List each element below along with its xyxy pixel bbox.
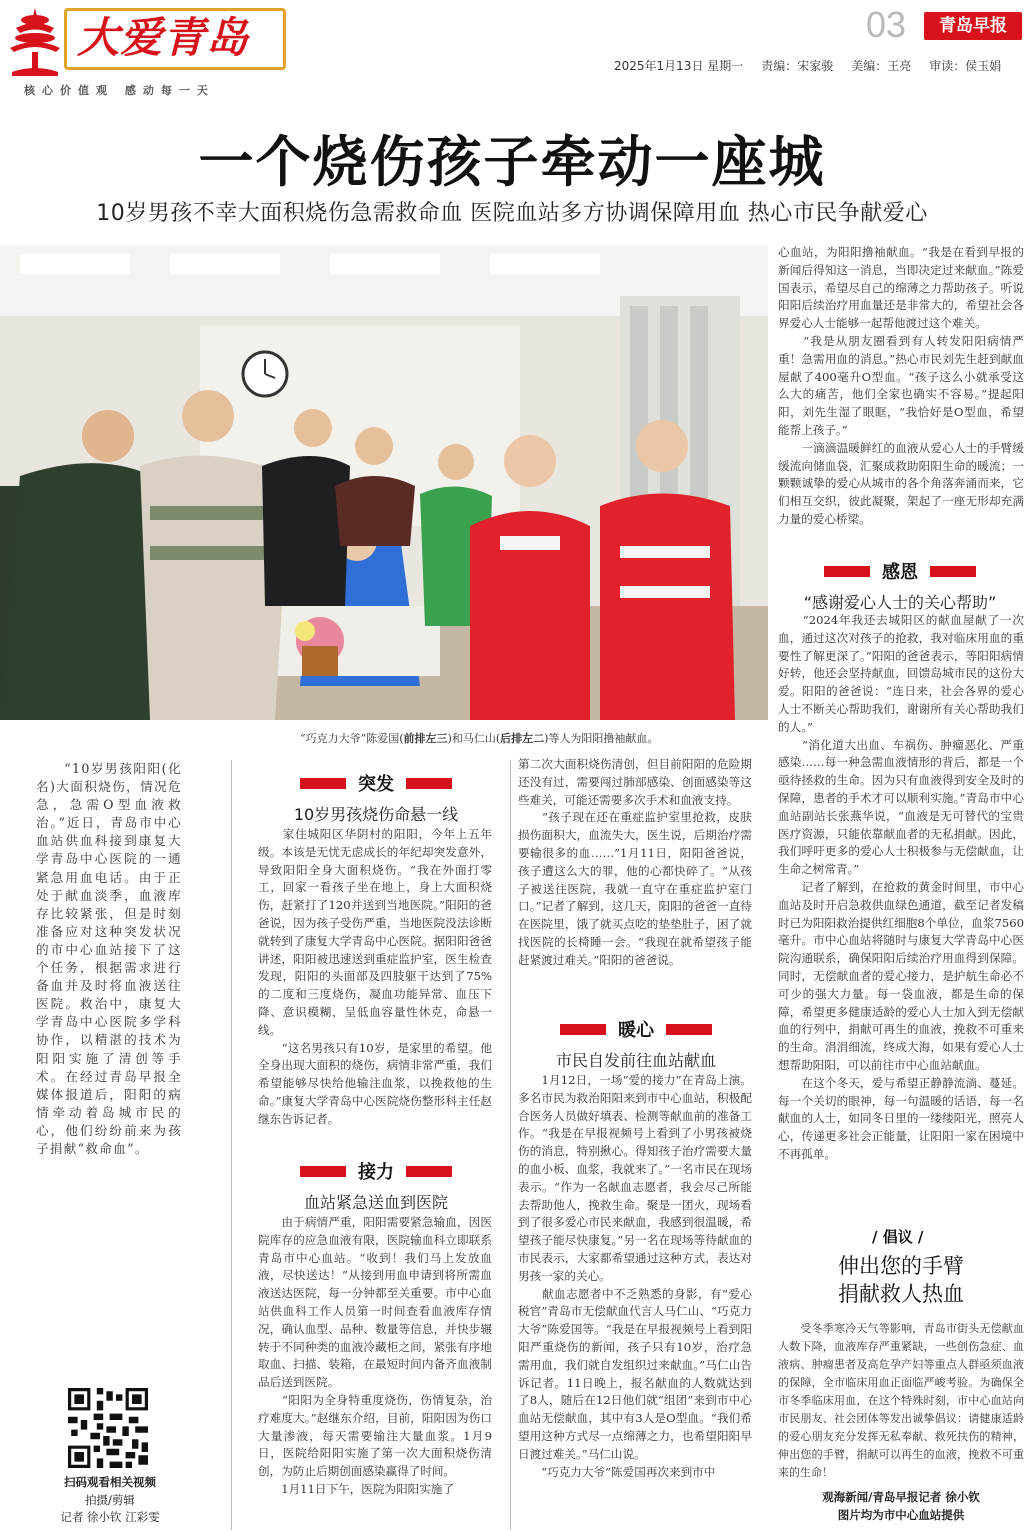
slogan: 核心价值观 感动每一天	[24, 84, 215, 97]
designer-credit: 美编：王亮	[851, 59, 912, 73]
reporter-credit	[778, 1488, 1024, 1524]
qr-code	[68, 1388, 148, 1468]
section-subtitle: 血站紧急送血到医院	[303, 1193, 448, 1212]
article-continued: 心血站，为阳阳撸袖献血。“我是在看到早报的新闻后得知这一消息，当即决定过来献血。”陈爱国表示，希望尽自己的绵薄之力帮助孩子。听说阳阳后续治疗用血量还是非常大的，希望社会各界爱心人士能够一起帮他渡过这个难关。 “我是从朋友圈看到有人转发阳阳病情严重！急需用血的消息。”热心市民刘先生赶到献血屋献了400毫升O型血。“孩子这么小就承受这么大的痛苦，他们全家也确实不容易。”提起阳阳，刘先生湿了眼眶，“我恰好是O型血，希望能帮上孩子。” 一滴滴温暖鲜红的血液从爱心人士的手臂缓缓流向储血袋，汇聚成救助阳阳生命的暖流；一颗颗诚挚的爱心从城市的各个角落奔涌而来，它们相互交织，彼此凝聚，架起了一座无形却充满力量的爱心桥梁。	[778, 245, 1024, 526]
initiative-title-line-2: 捐献救人热血	[838, 1282, 964, 1306]
red-bar	[824, 566, 870, 577]
red-bar	[300, 1166, 346, 1177]
caption-part-2: 前排左三	[403, 732, 448, 745]
red-bar	[666, 1024, 712, 1035]
red-bar	[930, 566, 976, 577]
qr-caption	[30, 1474, 190, 1527]
caption-part-3: )和马仁山(	[447, 732, 501, 745]
relay-continued: 第二次大面积烧伤清创，但目前阳阳的危险期还没有过，需要闯过肺部感染、创面感染等这些难关，可能还需要多次手术和血液支持。 “孩子现在还在重症监护室里抢救，皮肤损伤面积大，血流失大，医生说，后期治疗需要输很多的血……”1月11日，阳阳爸爸说，孩子遭这么大的罪，他的心都快碎了。“从孩子被送往医院，我就一直守在重症监护室门口。”记者了解到，这几天，阳阳的爸爸一直待在医院里，饿了就买点吃的垫垫肚子，困了就找医院的长椅睡一会。“我现在就希望孩子能赶紧渡过难关。”阳阳的爸爸说。	[518, 757, 752, 967]
initiative-title	[778, 1252, 1024, 1308]
lead-paragraph: “10岁男孩阳阳(化名)大面积烧伤，情况危急，急需O型血液救治。”近日，青岛市中心血站供血科接到康复大学青岛中心医院的一通紧急用血电话。由于正处于献血淡季，血液库存比较紧张，但是时刻准备应对这种突发状况的市中心血站接下了这个任务，根据需求进行备血并及时将血液送往医院。救治中，康复大学青岛中心医院多学科协作，以精湛的技术为阳阳实施了清创等手术。在经过青岛早报全媒体报道后，阳阳的病情牵动着岛城市民的心，他们纷纷前来为孩子捐献“救命血”。	[36, 761, 182, 1156]
editor-credit: 责编：宋家骏	[761, 59, 834, 73]
initiative-body: 受冬季寒冷天气等影响，青岛市街头无偿献血人数下降，血液库存严重紧缺，一些创伤急症、血液病、肿瘤患者及高危孕产妇等重点人群亟须血液的保障，全市临床用血正面临严峻考验。为确保全市冬季临床用血，在这个特殊时刻，市中心血站向市民朋友、社会团体等发出诚挚倡议：请健康适龄的爱心朋友充分发挥无私奉献、救死扶伤的精神，伸出您的手臂，捐献可以再生的血液，挽救不可重来的生命！	[778, 1322, 1024, 1479]
red-bar	[406, 1166, 452, 1177]
section-title: 暖心	[618, 1020, 654, 1041]
section-body-relay: 由于病情严重，阳阳需要紧急输血，因医院库存的应急血液有限，医院输血科立即联系青岛市中心血站。“收到！我们马上发放血液，尽快送达！”从接到用血申请到将所需血液送达医院，每一分钟都至关重要。市中心血站供血科工作人员第一时间查看血液库存情况，确认血型、品种、数量等信息，并快步辗转于不同种类的血液冷藏柜之间，紧张有序地取血、扫描、装箱，在最短时间内备齐血液制品后送到医院。 “阳阳为全身特重度烧伤，伤情复杂，治疗难度大。”赵继东介绍，目前，阳阳因为伤口大量渗液，每天需要输注大量血浆。1月9日，医院给阳阳实施了第一次大面积烧伤清创，为防止后期创面感染赢得了时间。 1月11日下午，医院为阳阳实施了	[258, 1215, 492, 1496]
section-body-warm: 1月12日，一场“爱的接力”在青岛上演。多名市民为救治阳阳来到市中心血站，积极配合医务人员做好填表、检测等献血前的准备工作。“我是在早报视频号上看到了小男孩被烧伤的消息，特别揪心。得知孩子治疗需要大量的血小板、血浆，我就来了。”一名市民在现场表示。“作为一名献血志愿者，我会尽己所能去帮助他人，挽救生命。聚是一团火，现场看到了很多爱心市民来献血，我感到很温暖，希望孩子能尽快康复。”另一名在现场等待献血的市民表示，大家都希望通过这种方式，表达对男孩一家的关心。 献血志愿者中不乏熟悉的身影，有“爱心税官”青岛市无偿献血代言人马仁山、“巧克力大爷”陈爱国等。“我是在早报视频号上看到阳阳严重烧伤的新闻，孩子只有10岁，治疗急需用血，我们就自发组织过来献血。”马仁山告诉记者。11日晚上，报名献血的人数就达到了8人，随后在12日他们就“组团”来到市中心血站无偿献血，其中有3人是O型血。“我们希望用这种方式尽一点绵薄之力，也希望阳阳早日渡过难关。”马仁山说。 “巧克力大爷”陈爱国再次来到市中	[518, 1073, 752, 1479]
section-title: 感恩	[882, 562, 918, 583]
section-title: 突发	[358, 774, 394, 795]
red-bar	[560, 1024, 606, 1035]
column-divider	[510, 760, 511, 1530]
section-title: 接力	[358, 1162, 394, 1183]
video-reporters: 记者 徐小钦 江彩雯	[60, 1510, 160, 1524]
reporter-line: 观海新闻/青岛早报记者 徐小钦	[822, 1490, 980, 1504]
caption-part-1: “巧克力大爷”陈爱国(	[300, 732, 404, 745]
section-subtitle: 10岁男孩烧伤命悬一线	[293, 805, 459, 824]
section-body-grateful: “2024年我还去城阳区的献血屋献了一次血，通过这次对孩子的抢救，我对临床用血的重要性了解更深了。”阳阳的爸爸表示，等阳阳病情好转，他还会坚持献血，回馈岛城市民的这份大爱。阳阳的爸爸说：“连日来，社会各界的爱心人士不断关心帮助我们，谢谢所有关心帮助我们的人。” “消化道大出血、车祸伤、肿瘤恶化、严重感染……每一种急需血液情形的背后，都是一个亟待拯救的生命。因为只有血液得到安全及时的保障，患者的手术才可以顺利实施。”青岛市中心血站副站长张燕华说，“血液是无可替代的宝贵医疗资源，只能依靠献血者的无私捐献。因此，我们呼吁更多的爱心人士积极参与无偿献血，让生命之树常青。” 记者了解到，在抢救的黄金时间里，市中心血站及时开启急救供血绿色通道，截至记者发稿时已为阳阳救治提供红细胞8个单位，血浆7560毫升。市中心血站将随时与康复大学青岛中心医院沟通联系，确保阳阳后续治疗用血得到保障。同时，无偿献血者的爱心接力，是护航生命必不可少的强大力量。每一袋血液，都是生命的保障，希望更多健康适龄的爱心人士加入到无偿献血的行列中，捐献可再生的血液，挽救不可重来的生命。涓涓细流，终成大海，如果有爱心人士想帮助阳阳，可以前往市中心血站献血。 在这个冬天，爱与希望正静静流淌、蔓延。每一个关切的眼神，每一句温暖的话语，每一名献血的人士，如同冬日里的一缕缕阳光，照亮人心，传递更多社会正能量，让阳阳一家在困境中不再孤单。	[778, 613, 1024, 1161]
initiative-tag: / 倡议 /	[872, 1228, 924, 1246]
section-header-warm	[518, 1016, 754, 1071]
shoot-edit-label: 拍摄/剪辑	[85, 1492, 135, 1507]
blood-donation-group-photo	[0, 246, 768, 720]
qingdao-landmark-logo	[6, 6, 64, 78]
section-subtitle: “感谢爱心人士的关心帮助”	[803, 593, 997, 612]
reviewer-credit: 审读：侯玉娟	[929, 59, 1002, 73]
brand-title: 大爱青岛	[64, 8, 286, 70]
initiative-box	[778, 1226, 1024, 1531]
section-header-relay	[276, 1158, 476, 1213]
section-header-sudden	[276, 770, 476, 825]
photo-credit-line: 图片均为市中心血站提供	[837, 1508, 965, 1522]
headline: 一个烧伤孩子牵动一座城	[198, 130, 826, 194]
initiative-title-line-1: 伸出您的手臂	[838, 1254, 964, 1278]
section-body-sudden: 家住城阳区华阴村的阳阳，今年上五年级。本该是无忧无虑成长的年纪却突发意外，导致阳阳全身大面积烧伤。“我在外面打零工，回家一看孩子坐在地上，身上大面积烧伤，赶紧打了120并送到当地医院。”阳阳的爸爸说，因为孩子受伤严重，当地医院没法诊断就转到了康复大学青岛中心医院。据阳阳爸爸讲述，阳阳被迅速送到重症监护室，医生检查发现，阳阳的头面部及四肢躯干达到了75%的二度和三度烧伤，凝血功能异常、血压下降、意识模糊，呈低血容量性休克，命悬一线。 “这名男孩只有10岁，是家里的希望。他全身出现大面积的烧伤，病情非常严重，我们希望能够尽快给他输注血浆，以挽救他的生命。”康复大学青岛中心医院烧伤整形科主任赵继东告诉记者。	[258, 827, 492, 1126]
red-bar	[406, 778, 452, 789]
newspaper-logo: 青岛早报	[924, 12, 1022, 40]
subheadline: 10岁男孩不幸大面积烧伤急需救命血 医院血站多方协调保障用血 热心市民争献爱心	[96, 201, 928, 226]
section-header-grateful	[782, 558, 1018, 613]
caption-part-5: )等人为阳阳撸袖献血。	[544, 732, 659, 745]
section-subtitle: 市民自发前往血站献血	[555, 1051, 716, 1070]
red-bar	[300, 778, 346, 789]
photo-caption	[300, 730, 760, 746]
caption-part-4: 后排左二	[500, 732, 545, 745]
dateline	[614, 57, 1001, 74]
issue-date: 2025年1月13日 星期一	[614, 59, 744, 73]
column-divider	[231, 760, 232, 1530]
qr-label: 扫码观看相关视频	[64, 1475, 156, 1489]
page-number: 03	[866, 4, 907, 45]
